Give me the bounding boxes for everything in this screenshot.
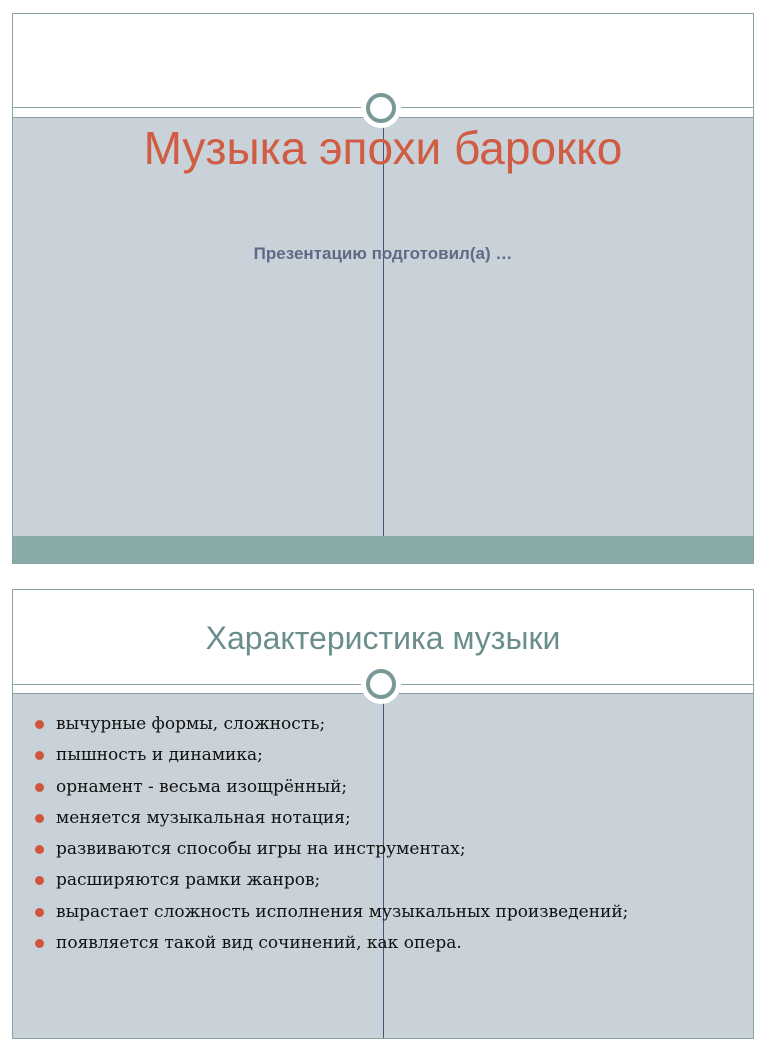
list-item-text: появляется такой вид сочинений, как опера. — [56, 933, 462, 954]
list-item-text: пышность и динамика; — [56, 745, 263, 766]
list-item-text: развиваются способы игры на инструментах; — [56, 839, 466, 860]
center-vertical-line — [383, 118, 384, 536]
bullet-dot-icon — [35, 876, 44, 885]
list-item — [35, 865, 628, 896]
bullet-dot-icon — [35, 751, 44, 760]
list-item — [35, 928, 628, 959]
bullet-dot-icon — [35, 908, 44, 917]
list-item-text: меняется музыкальная нотация; — [56, 807, 351, 828]
list-item — [35, 740, 628, 771]
list-item-text: вырастает сложность исполнения музыкальных произведений; — [56, 901, 629, 922]
bullet-list — [35, 709, 628, 959]
list-item — [35, 772, 628, 803]
slide-heading-text: Характеристика музыки — [205, 620, 561, 656]
bullet-dot-icon — [35, 783, 44, 792]
list-item — [35, 709, 628, 740]
list-item — [35, 803, 628, 834]
footer-band — [13, 536, 753, 563]
list-item-text: вычурные формы, сложность; — [56, 714, 326, 734]
slide-subtitle-text: Презентацию подготовил(а) … — [253, 244, 513, 263]
slide-characteristics — [12, 589, 754, 1039]
circle-divider-icon — [366, 669, 396, 699]
circle-divider-icon — [366, 93, 396, 123]
bullet-dot-icon — [35, 720, 44, 729]
bullet-dot-icon — [35, 845, 44, 854]
list-item-text: расширяются рамки жанров; — [56, 870, 321, 891]
list-item-text: орнамент - весьма изощрённый; — [56, 776, 348, 797]
list-item — [35, 897, 628, 928]
slide-title — [12, 13, 754, 564]
list-item — [35, 834, 628, 865]
bullet-dot-icon — [35, 939, 44, 948]
bullet-dot-icon — [35, 814, 44, 823]
slide-title-text: Музыка эпохи барокко — [143, 122, 623, 174]
